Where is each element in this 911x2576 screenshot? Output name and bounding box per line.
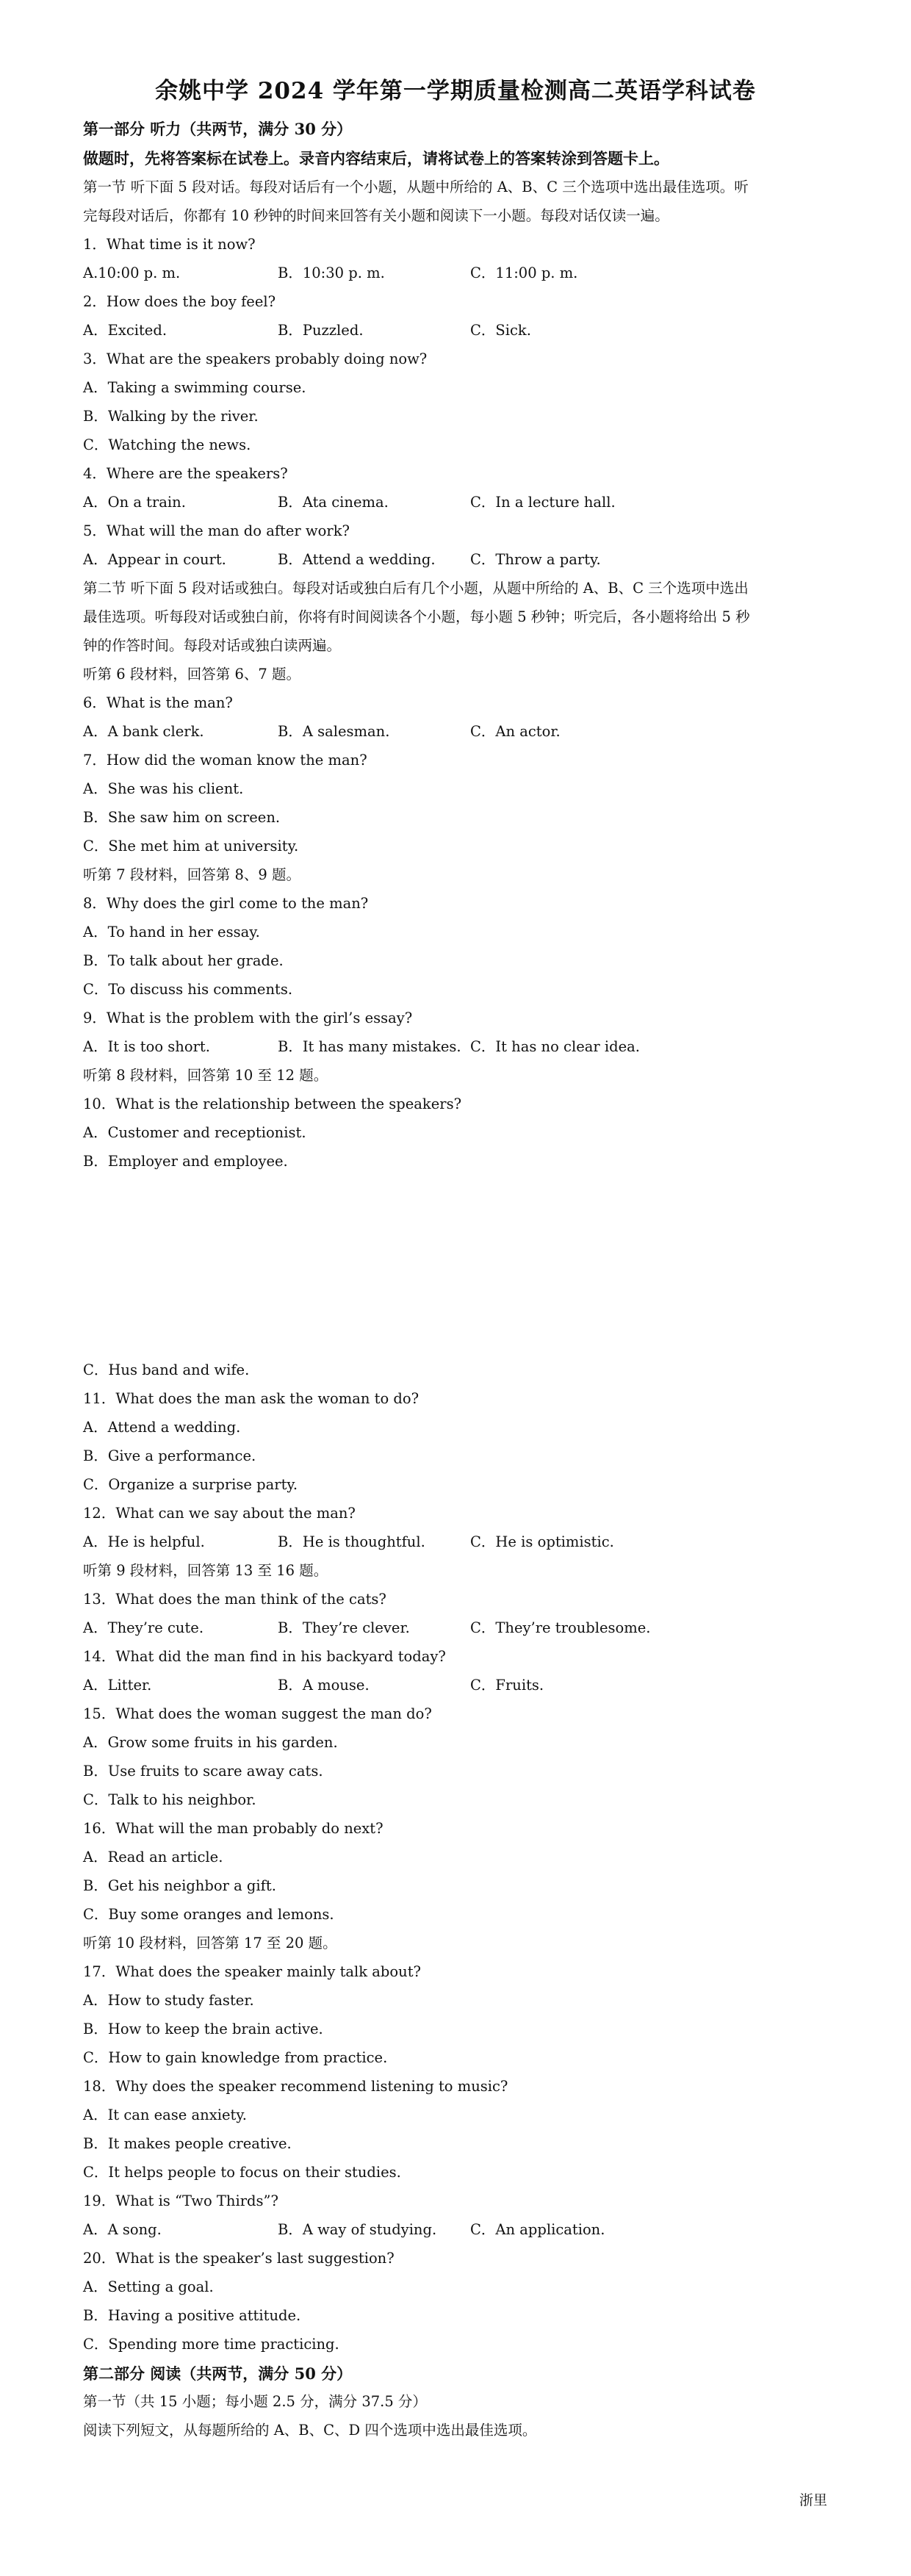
part1-instruction: 做题时，先将答案标在试卷上。录音内容结束后，请将试卷上的答案转涂到答题卡上。 bbox=[83, 149, 669, 168]
question-8-option-b: B．To talk about her grade. bbox=[83, 952, 284, 969]
part2-heading: 第二部分 阅读（共两节，满分 50 分） bbox=[83, 2364, 353, 2383]
question-2-option-c: C．Sick. bbox=[470, 322, 531, 339]
question-11-option-b: B．Give a performance. bbox=[83, 1447, 256, 1464]
question-3-option-a: A．Taking a swimming course. bbox=[83, 379, 306, 396]
question-11-option-c: C．Organize a surprise party. bbox=[83, 1476, 298, 1493]
question-20-stem: 20．What is the speaker’s last suggestion? bbox=[83, 2250, 395, 2267]
question-12-option-c: C．He is optimistic. bbox=[470, 1533, 614, 1550]
question-5-option-a: A．Appear in court. bbox=[83, 551, 226, 568]
question-12-option-b: B．He is thoughtful. bbox=[278, 1533, 425, 1550]
question-8-stem: 8．Why does the girl come to the man? bbox=[83, 895, 369, 912]
question-6-option-c: C．An actor. bbox=[470, 723, 561, 740]
question-18-option-a: A．It can ease anxiety. bbox=[83, 2107, 247, 2123]
question-13-option-b: B．They’re clever. bbox=[278, 1619, 410, 1636]
material-9-note: 听第 9 段材料，回答第 13 至 16 题。 bbox=[83, 1562, 328, 1579]
question-16-option-a: A．Read an article. bbox=[83, 1849, 223, 1866]
question-16-option-c: C．Buy some oranges and lemons. bbox=[83, 1906, 334, 1923]
question-20-option-c: C．Spending more time practicing. bbox=[83, 2336, 339, 2353]
footer-mark: 浙里 bbox=[799, 2492, 828, 2508]
question-6-option-a: A．A bank clerk. bbox=[83, 723, 204, 740]
section2-instruction-line3: 钟的作答时间。每段对话或独白读两遍。 bbox=[83, 637, 342, 654]
question-1-option-c: C．11:00 p. m. bbox=[470, 265, 578, 281]
question-19-option-b: B．A way of studying. bbox=[278, 2221, 437, 2238]
exam-title: 余姚中学 2024 学年第一学期质量检测高二英语学科试卷 bbox=[155, 78, 756, 104]
question-5-option-b: B．Attend a wedding. bbox=[278, 551, 436, 568]
question-18-option-b: B．It makes people creative. bbox=[83, 2135, 292, 2152]
question-11-stem: 11．What does the man ask the woman to do? bbox=[83, 1390, 420, 1407]
question-8-option-a: A．To hand in her essay. bbox=[83, 924, 260, 940]
question-2-stem: 2．How does the boy feel? bbox=[83, 293, 276, 310]
question-19-stem: 19．What is “Two Thirds”? bbox=[83, 2192, 278, 2209]
question-4-stem: 4．Where are the speakers? bbox=[83, 465, 288, 482]
question-18-stem: 18．Why does the speaker recommend listening to music? bbox=[83, 2078, 508, 2095]
section2-instruction-line2: 最佳选项。听每段对话或独白前，你将有时间阅读各个小题，每小题 5 秒钟；听完后，各小题将给出 5 秒 bbox=[83, 608, 750, 625]
question-5-stem: 5．What will the man do after work? bbox=[83, 522, 350, 539]
question-4-option-c: C．In a lecture hall. bbox=[470, 494, 616, 511]
material-10-note: 听第 10 段材料，回答第 17 至 20 题。 bbox=[83, 1935, 337, 1951]
question-14-option-c: C．Fruits. bbox=[470, 1677, 544, 1694]
question-1-option-a: A.10:00 p. m. bbox=[83, 265, 181, 281]
question-15-stem: 15．What does the woman suggest the man do? bbox=[83, 1705, 432, 1722]
question-10-option-c: C．Hus band and wife. bbox=[83, 1361, 250, 1378]
question-9-option-c: C．It has no clear idea. bbox=[470, 1038, 640, 1055]
question-6-option-b: B．A salesman. bbox=[278, 723, 390, 740]
question-1-stem: 1．What time is it now? bbox=[83, 236, 256, 253]
section2-instruction-line1: 第二节 听下面 5 段对话或独白。每段对话或独白后有几个小题，从题中所给的 A、B、C 三个选项中选出 bbox=[83, 580, 749, 597]
question-1-option-b: B．10:30 p. m. bbox=[278, 265, 385, 281]
question-17-option-c: C．How to gain knowledge from practice. bbox=[83, 2049, 388, 2066]
material-7-note: 听第 7 段材料，回答第 8、9 题。 bbox=[83, 866, 301, 883]
question-3-stem: 3．What are the speakers probably doing now? bbox=[83, 350, 428, 367]
question-19-option-a: A．A song. bbox=[83, 2221, 162, 2238]
question-4-option-a: A．On a train. bbox=[83, 494, 186, 511]
question-16-stem: 16．What will the man probably do next? bbox=[83, 1820, 384, 1837]
question-16-option-b: B．Get his neighbor a gift. bbox=[83, 1877, 276, 1894]
question-13-option-a: A．They’re cute. bbox=[83, 1619, 204, 1636]
question-7-option-a: A．She was his client. bbox=[83, 780, 244, 797]
question-9-option-b: B．It has many mistakes. bbox=[278, 1038, 461, 1055]
question-7-option-c: C．She met him at university. bbox=[83, 838, 299, 855]
question-15-option-a: A．Grow some fruits in his garden. bbox=[83, 1734, 338, 1751]
question-18-option-c: C．It helps people to focus on their studies. bbox=[83, 2164, 401, 2181]
question-4-option-b: B．Ata cinema. bbox=[278, 494, 389, 511]
question-20-option-b: B．Having a positive attitude. bbox=[83, 2307, 301, 2324]
part1-heading: 第一部分 听力（共两节，满分 30 分） bbox=[83, 120, 353, 138]
question-8-option-c: C．To discuss his comments. bbox=[83, 981, 293, 998]
part2-instruction: 阅读下列短文，从每题所给的 A、B、C、D 四个选项中选出最佳选项。 bbox=[83, 2422, 537, 2439]
question-14-option-a: A．Litter. bbox=[83, 1677, 152, 1694]
question-12-option-a: A．He is helpful. bbox=[83, 1533, 205, 1550]
question-9-stem: 9．What is the problem with the girl’s essay? bbox=[83, 1010, 413, 1026]
question-20-option-a: A．Setting a goal. bbox=[83, 2278, 214, 2295]
question-2-option-b: B．Puzzled. bbox=[278, 322, 364, 339]
question-7-option-b: B．She saw him on screen. bbox=[83, 809, 281, 826]
question-17-option-a: A．How to study faster. bbox=[83, 1992, 254, 2009]
question-9-option-a: A．It is too short. bbox=[83, 1038, 210, 1055]
question-3-option-c: C．Watching the news. bbox=[83, 436, 251, 453]
question-2-option-a: A．Excited. bbox=[83, 322, 168, 339]
question-19-option-c: C．An application. bbox=[470, 2221, 605, 2238]
section1-instruction-line2: 完每段对话后，你都有 10 秒钟的时间来回答有关小题和阅读下一小题。每段对话仅读一遍。 bbox=[83, 207, 669, 224]
question-10-stem: 10．What is the relationship between the speakers? bbox=[83, 1095, 462, 1112]
question-14-stem: 14．What did the man find in his backyard today? bbox=[83, 1648, 446, 1665]
question-3-option-b: B．Walking by the river. bbox=[83, 408, 259, 425]
material-8-note: 听第 8 段材料，回答第 10 至 12 题。 bbox=[83, 1067, 328, 1084]
part2-section1-title: 第一节（共 15 小题；每小题 2.5 分，满分 37.5 分） bbox=[83, 2393, 427, 2410]
question-12-stem: 12．What can we say about the man? bbox=[83, 1505, 356, 1522]
question-14-option-b: B．A mouse. bbox=[278, 1677, 370, 1694]
question-13-stem: 13．What does the man think of the cats? bbox=[83, 1591, 386, 1608]
question-17-stem: 17．What does the speaker mainly talk about? bbox=[83, 1963, 421, 1980]
question-10-option-b: B．Employer and employee. bbox=[83, 1153, 288, 1170]
question-7-stem: 7．How did the woman know the man? bbox=[83, 752, 367, 769]
question-10-option-a: A．Customer and receptionist. bbox=[83, 1124, 306, 1141]
question-6-stem: 6．What is the man? bbox=[83, 694, 233, 711]
question-11-option-a: A．Attend a wedding. bbox=[83, 1419, 241, 1436]
section1-instruction-line1: 第一节 听下面 5 段对话。每段对话后有一个小题，从题中所给的 A、B、C 三个选项中选出最佳选项。听 bbox=[83, 179, 749, 195]
question-5-option-c: C．Throw a party. bbox=[470, 551, 601, 568]
material-6-note: 听第 6 段材料，回答第 6、7 题。 bbox=[83, 666, 301, 683]
question-13-option-c: C．They’re troublesome. bbox=[470, 1619, 651, 1636]
question-15-option-c: C．Talk to his neighbor. bbox=[83, 1791, 256, 1808]
question-17-option-b: B．How to keep the brain active. bbox=[83, 2021, 323, 2037]
question-15-option-b: B．Use fruits to scare away cats. bbox=[83, 1763, 323, 1780]
